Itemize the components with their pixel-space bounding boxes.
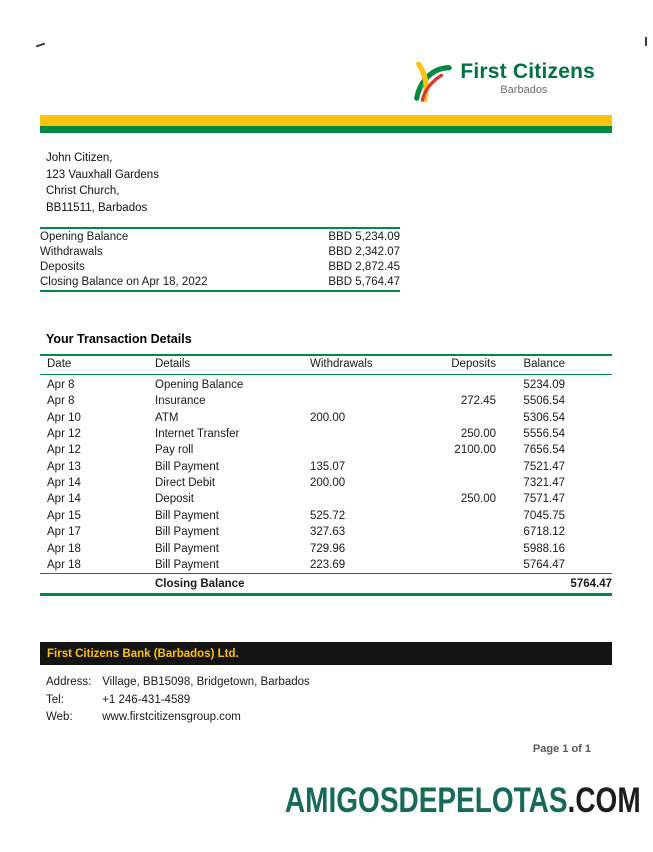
recipient-country-line: BB11511, Barbados: [46, 201, 148, 214]
tx-withdrawal: 525.72: [310, 509, 346, 522]
tx-deposit: [430, 540, 500, 556]
tx-details: ATM: [155, 411, 179, 424]
logo-brand-name: First Citizens: [460, 60, 595, 83]
tx-deposit: 2100.00: [454, 444, 496, 457]
tx-withdrawal: [310, 393, 430, 409]
summary-row: [40, 275, 400, 291]
transactions-title: Your Transaction Details: [46, 331, 192, 346]
logo-subtitle: Barbados: [500, 84, 548, 96]
tx-deposit: [430, 475, 500, 491]
tx-details: Bill Payment: [155, 542, 219, 555]
bank-name-bar: [40, 642, 612, 665]
summary-row: [40, 228, 400, 244]
column-header-balance: Balance: [500, 355, 612, 375]
tx-date: Apr 13: [47, 460, 81, 473]
tx-deposit: [430, 409, 500, 425]
transactions-header-row: [40, 355, 612, 375]
tx-withdrawal: 729.96: [310, 542, 346, 555]
tx-withdrawal: [310, 491, 430, 507]
tx-balance: 6718.12: [523, 526, 565, 539]
closing-empty-date: [40, 574, 155, 595]
tx-deposit: 272.45: [460, 395, 496, 408]
closing-balance-row: [40, 574, 612, 595]
summary-table: [40, 227, 400, 292]
tx-details: Bill Payment: [155, 558, 219, 571]
tx-withdrawal: [310, 426, 430, 442]
contact-info: [46, 674, 653, 727]
tx-date: Apr 12: [47, 427, 81, 440]
tx-withdrawal: [310, 374, 430, 393]
summary-value: BBD 5,764.47: [328, 276, 400, 289]
tx-details: Deposit: [155, 493, 194, 506]
tx-balance: 5506.54: [523, 395, 565, 408]
contact-address-label: Address:: [46, 676, 92, 689]
closing-empty-deposit: [430, 574, 500, 595]
contact-web-label: Web:: [46, 711, 73, 724]
tx-balance: 7571.47: [523, 493, 565, 506]
tx-date: Apr 10: [47, 411, 81, 424]
tx-date: Apr 14: [47, 493, 81, 506]
summary-value: BBD 2,872.45: [328, 260, 400, 273]
tx-date: Apr 12: [47, 444, 81, 457]
tx-details: Bill Payment: [155, 460, 219, 473]
tx-date: Apr 17: [47, 526, 81, 539]
transaction-row: [40, 524, 612, 540]
summary-row: [40, 259, 400, 274]
tx-balance: 7045.75: [523, 509, 565, 522]
tx-deposit: [430, 524, 500, 540]
column-header-withdrawals: Withdrawals: [310, 355, 430, 375]
tx-deposit: [430, 374, 500, 393]
tx-date: Apr 18: [47, 542, 81, 555]
transactions-table: [40, 354, 612, 596]
closing-balance-label: Closing Balance: [155, 574, 310, 595]
watermark-suffix-text: .COM: [567, 781, 641, 820]
tx-deposit: 250.00: [460, 493, 496, 506]
watermark: [285, 781, 641, 821]
recipient-name-line: John Citizen,: [46, 152, 113, 164]
transaction-row: [40, 491, 612, 507]
tx-balance: 7656.54: [523, 444, 565, 457]
tx-date: Apr 14: [47, 477, 81, 489]
tx-deposit: 250.00: [460, 427, 496, 440]
tx-withdrawal: 135.07: [310, 460, 346, 473]
tx-balance: 7321.47: [523, 477, 565, 489]
yellow-divider-bar: [40, 115, 612, 126]
tx-date: Apr 18: [47, 558, 81, 571]
contact-tel-label: Tel:: [46, 693, 64, 706]
tx-balance: 5556.54: [523, 427, 565, 440]
contact-web-row: [46, 709, 653, 727]
bank-name: First Citizens Bank (Barbados) Ltd.: [47, 648, 239, 661]
transaction-row: [40, 374, 612, 393]
closing-empty-withdrawal: [310, 574, 430, 595]
tx-details: Insurance: [155, 395, 206, 408]
contact-address-row: [46, 674, 653, 692]
summary-label: Closing Balance on Apr 18, 2022: [40, 276, 208, 289]
tx-deposit: [430, 508, 500, 524]
column-header-deposits: Deposits: [430, 355, 500, 375]
tx-balance: 5988.16: [523, 542, 565, 555]
header: [0, 0, 653, 102]
tx-deposit: [430, 458, 500, 474]
tx-withdrawal: 327.63: [310, 526, 346, 539]
watermark-main-text: AMIGOSDEPELOTAS: [285, 781, 568, 820]
tx-withdrawal: 200.00: [310, 411, 346, 424]
tx-details: Internet Transfer: [155, 427, 240, 440]
transaction-row: [40, 393, 612, 409]
tx-deposit: [430, 557, 500, 574]
page-number: Page 1 of 1: [532, 742, 591, 755]
transaction-row: [40, 458, 612, 474]
tx-details: Bill Payment: [155, 526, 219, 539]
first-citizens-logo: [409, 60, 595, 102]
summary-label: Withdrawals: [40, 245, 103, 258]
corner-mark-right: [645, 37, 647, 46]
tx-date: Apr 8: [47, 395, 75, 408]
contact-address-value: Village, BB15098, Bridgetown, Barbados: [102, 676, 310, 689]
transaction-row: [40, 475, 612, 491]
transaction-row: [40, 409, 612, 425]
tx-balance: 7521.47: [523, 460, 565, 473]
tx-details: Opening Balance: [155, 378, 244, 391]
summary-value: BBD 2,342.07: [328, 245, 400, 258]
recipient-address: [46, 150, 653, 216]
transaction-row: [40, 540, 612, 556]
tx-withdrawal: [310, 442, 430, 458]
summary-label: Opening Balance: [40, 230, 129, 243]
tx-balance: 5234.09: [523, 378, 565, 391]
transaction-row: [40, 426, 612, 442]
summary-row: [40, 244, 400, 259]
tx-date: Apr 15: [47, 509, 81, 522]
tx-withdrawal: 200.00: [310, 477, 346, 489]
transaction-row: [40, 557, 612, 574]
contact-web-value: www.firstcitizensgroup.com: [102, 711, 241, 724]
tx-details: Direct Debit: [155, 477, 216, 489]
tx-details: Pay roll: [155, 444, 194, 457]
contact-tel-row: [46, 692, 653, 710]
recipient-street-line: 123 Vauxhall Gardens: [46, 168, 159, 181]
tx-withdrawal: 223.69: [310, 558, 346, 571]
closing-balance-value: 5764.47: [500, 574, 612, 595]
transaction-row: [40, 442, 612, 458]
tx-balance: 5764.47: [523, 558, 565, 571]
contact-tel-value: +1 246-431-4589: [102, 693, 191, 706]
tx-details: Bill Payment: [155, 509, 219, 522]
logo-text: [460, 60, 595, 96]
column-header-date: Date: [40, 355, 155, 375]
recipient-city-line: Christ Church,: [46, 185, 120, 197]
summary-value: BBD 5,234.09: [328, 230, 400, 243]
transaction-row: [40, 508, 612, 524]
tx-date: Apr 8: [47, 378, 75, 391]
summary-label: Deposits: [40, 260, 85, 273]
first-citizens-logo-icon: [409, 62, 453, 102]
column-header-details: Details: [155, 355, 310, 375]
tx-balance: 5306.54: [523, 411, 565, 424]
green-divider-bar: [40, 126, 612, 133]
